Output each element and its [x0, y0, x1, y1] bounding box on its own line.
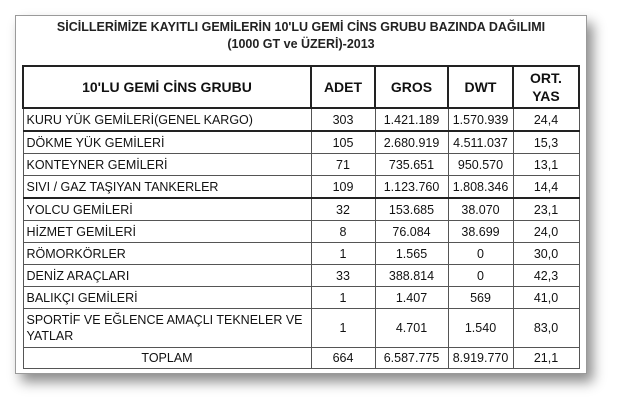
- row-adet: 71: [311, 154, 375, 176]
- row-gros: 153.685: [375, 198, 448, 221]
- row-gros: 4.701: [375, 309, 448, 348]
- row-ort-yas: 41,0: [513, 287, 579, 309]
- column-header-group: 10'LU GEMİ CİNS GRUBU: [23, 66, 311, 108]
- table-row: [23, 265, 579, 287]
- row-ort-yas: 42,3: [513, 265, 579, 287]
- total-ort-yas: 21,1: [513, 348, 579, 369]
- column-header-gros: GROS: [375, 66, 448, 108]
- table-row: [23, 243, 579, 265]
- table-row: [23, 287, 579, 309]
- row-gros: 2.680.919: [375, 131, 448, 154]
- table-row: [23, 221, 579, 243]
- row-adet: 109: [311, 176, 375, 199]
- table-panel: [15, 15, 587, 374]
- total-adet: 664: [311, 348, 375, 369]
- total-gros: 6.587.775: [375, 348, 448, 369]
- row-group-name: DÖKME YÜK GEMİLERİ: [23, 131, 311, 154]
- row-gros: 1.123.760: [375, 176, 448, 199]
- row-adet: 8: [311, 221, 375, 243]
- row-ort-yas: 15,3: [513, 131, 579, 154]
- row-group-name: SIVI / GAZ TAŞIYAN TANKERLER: [23, 176, 311, 199]
- row-dwt: 38.070: [448, 198, 513, 221]
- row-dwt: 4.511.037: [448, 131, 513, 154]
- column-header-adet: ADET: [311, 66, 375, 108]
- column-header-ort-yas: ORT. YAS: [513, 66, 579, 108]
- row-group-name: KONTEYNER GEMİLERİ: [23, 154, 311, 176]
- row-adet: 32: [311, 198, 375, 221]
- table-row: [23, 309, 579, 348]
- row-gros: 1.421.189: [375, 108, 448, 131]
- total-row: [23, 348, 579, 369]
- row-adet: 105: [311, 131, 375, 154]
- title-line-2: (1000 GT ve ÜZERİ)-2013: [227, 37, 375, 51]
- row-ort-yas: 83,0: [513, 309, 579, 348]
- title-line-1: SİCİLLERİMİZE KAYITLI GEMİLERİN 10'LU GEMİ CİNS GRUBU BAZINDA DAĞILIMI: [56, 20, 546, 34]
- row-gros: 1.565: [375, 243, 448, 265]
- row-dwt: 0: [448, 243, 513, 265]
- row-dwt: 1.540: [448, 309, 513, 348]
- row-group-name: BALIKÇI GEMİLERİ: [23, 287, 311, 309]
- total-dwt: 8.919.770: [448, 348, 513, 369]
- row-gros: 76.084: [375, 221, 448, 243]
- row-group-name: DENİZ ARAÇLARI: [23, 265, 311, 287]
- header-row: [23, 66, 579, 108]
- row-group-name: HİZMET GEMİLERİ: [23, 221, 311, 243]
- row-ort-yas: 14,4: [513, 176, 579, 199]
- row-gros: 1.407: [375, 287, 448, 309]
- row-adet: 303: [311, 108, 375, 131]
- table-row: [23, 176, 579, 199]
- table-row: [23, 198, 579, 221]
- row-dwt: 38.699: [448, 221, 513, 243]
- row-dwt: 0: [448, 265, 513, 287]
- row-dwt: 950.570: [448, 154, 513, 176]
- column-header-dwt: DWT: [448, 66, 513, 108]
- row-adet: 1: [311, 287, 375, 309]
- row-adet: 33: [311, 265, 375, 287]
- table-row: [23, 154, 579, 176]
- row-dwt: 1.808.346: [448, 176, 513, 199]
- row-ort-yas: 23,1: [513, 198, 579, 221]
- row-group-name: SPORTİF VE EĞLENCE AMAÇLI TEKNELER VE YATLAR: [23, 309, 311, 348]
- row-ort-yas: 30,0: [513, 243, 579, 265]
- table-row: [23, 131, 579, 154]
- row-ort-yas: 24,4: [513, 108, 579, 131]
- row-gros: 388.814: [375, 265, 448, 287]
- ship-distribution-table: [22, 65, 580, 369]
- row-dwt: 1.570.939: [448, 108, 513, 131]
- table-title: [16, 19, 586, 53]
- row-adet: 1: [311, 309, 375, 348]
- table-row: [23, 108, 579, 131]
- total-label: TOPLAM: [23, 348, 311, 369]
- row-dwt: 569: [448, 287, 513, 309]
- row-gros: 735.651: [375, 154, 448, 176]
- row-group-name: RÖMORKÖRLER: [23, 243, 311, 265]
- row-ort-yas: 13,1: [513, 154, 579, 176]
- row-group-name: KURU YÜK GEMİLERİ(GENEL KARGO): [23, 108, 311, 131]
- row-adet: 1: [311, 243, 375, 265]
- row-ort-yas: 24,0: [513, 221, 579, 243]
- row-group-name: YOLCU GEMİLERİ: [23, 198, 311, 221]
